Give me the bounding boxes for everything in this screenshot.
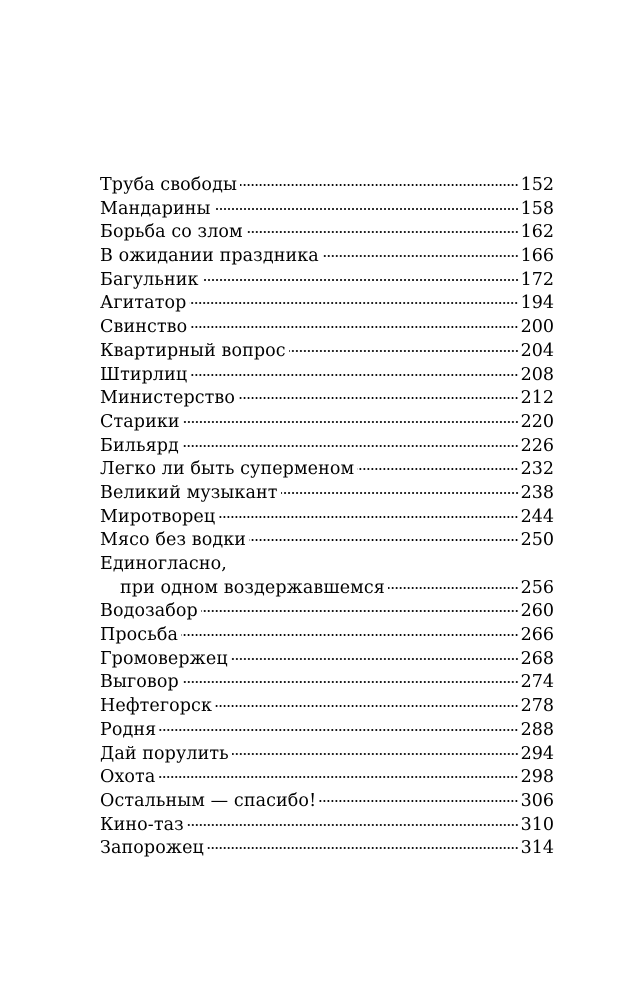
toc-entry	[100, 743, 554, 767]
dot-leader	[322, 255, 519, 257]
toc-entry-title: Кино-таз	[100, 814, 184, 835]
dot-leader	[218, 516, 518, 518]
table-of-contents	[100, 174, 554, 861]
toc-entry-title: Дай порулить	[100, 743, 229, 764]
toc-entry-page: 274	[520, 672, 554, 693]
toc-entry-page: 314	[520, 838, 554, 859]
toc-entry-page: 200	[520, 317, 554, 338]
toc-entry-title: Труба свободы	[100, 175, 237, 195]
toc-entry-title: Старики	[100, 411, 180, 432]
dot-leader	[281, 492, 519, 494]
dot-leader	[289, 350, 519, 352]
toc-entry-page: 268	[520, 648, 554, 669]
dot-leader	[182, 681, 519, 683]
dot-leader	[357, 468, 518, 470]
toc-entry-title: Громовержец	[100, 648, 228, 669]
toc-entry	[100, 174, 554, 198]
dot-leader	[240, 184, 519, 186]
toc-entry-page: 232	[520, 459, 554, 480]
dot-leader	[187, 824, 519, 826]
toc-entry	[100, 671, 554, 695]
dot-leader	[207, 847, 519, 849]
toc-entry-title: при одном воздержавшемся	[120, 577, 385, 598]
toc-entry-title: Выговор	[100, 672, 179, 693]
toc-entry-title: Квартирный вопрос	[100, 340, 286, 361]
toc-entry-page: 226	[520, 435, 554, 456]
toc-entry-page: 310	[520, 814, 554, 835]
dot-leader	[190, 374, 518, 376]
toc-entry-title: Штирлиц	[100, 364, 188, 385]
toc-entry	[100, 316, 554, 340]
toc-entry-title: Багульник	[100, 269, 199, 290]
toc-entry-page: 256	[520, 577, 554, 598]
toc-entry	[100, 624, 554, 648]
dot-leader	[181, 634, 519, 636]
toc-entry	[100, 292, 554, 316]
toc-entry-title: Запорожец	[100, 838, 204, 859]
toc-entry-page: 166	[520, 246, 554, 267]
toc-entry-page: 162	[520, 222, 554, 243]
toc-entry	[100, 529, 554, 553]
toc-entry-page: 158	[520, 198, 554, 219]
toc-entry	[100, 814, 554, 838]
dot-leader	[189, 302, 518, 304]
dot-leader	[249, 539, 519, 541]
toc-entry	[100, 600, 554, 624]
toc-entry-page: 294	[520, 743, 554, 764]
dot-leader	[190, 326, 518, 328]
toc-entry	[100, 387, 554, 411]
toc-entry	[100, 364, 554, 388]
toc-entry	[100, 790, 554, 814]
toc-entry-page: 244	[520, 506, 554, 527]
toc-entry	[100, 506, 554, 530]
toc-entry	[100, 221, 554, 245]
dot-leader	[182, 445, 519, 447]
toc-entry-title: Министерство	[100, 388, 236, 409]
toc-entry-page: 212	[520, 388, 554, 409]
toc-entry	[100, 482, 554, 506]
toc-entry-page: 266	[520, 625, 554, 646]
toc-entry-page: 298	[520, 767, 554, 788]
dot-leader	[201, 610, 519, 612]
toc-entry-page: 172	[520, 269, 554, 290]
toc-entry-page: 238	[520, 482, 554, 503]
dot-leader	[183, 421, 519, 423]
toc-entry	[100, 198, 554, 222]
toc-entry-page: 260	[520, 601, 554, 622]
toc-entry-title: Миротворец	[100, 506, 216, 527]
toc-entry-title: В ожидании праздника	[100, 246, 319, 267]
toc-entry-page: 152	[520, 175, 554, 195]
toc-entry-title: Родня	[100, 719, 157, 740]
toc-entry-title: Легко ли быть суперменом	[100, 459, 355, 480]
toc-entry-page: 194	[520, 293, 554, 314]
toc-entry	[100, 269, 554, 293]
dot-leader	[215, 705, 519, 707]
toc-entry-title: Великий музыкант	[100, 482, 278, 503]
dot-leader	[246, 231, 519, 233]
dot-leader	[231, 658, 519, 660]
toc-entry-title: Просьба	[100, 625, 178, 646]
toc-entry-page: 220	[520, 411, 554, 432]
toc-entry-page: 306	[520, 790, 554, 811]
toc-entry-title: Бильярд	[100, 435, 179, 456]
toc-entry-title: Нефтегорск	[100, 696, 212, 717]
toc-entry	[100, 435, 554, 459]
dot-leader	[232, 753, 519, 755]
toc-entry	[100, 837, 554, 861]
toc-entry-title: Охота	[100, 767, 156, 788]
toc-entry-title: Мандарины	[100, 198, 211, 219]
toc-entry-title: Мясо без водки	[100, 530, 247, 551]
toc-entry	[100, 458, 554, 482]
toc-entry-title: Остальным — спасибо!	[100, 790, 317, 811]
toc-entry-title: Водозабор	[100, 601, 198, 622]
toc-entry	[100, 411, 554, 435]
toc-entry-page: 250	[520, 530, 554, 551]
toc-entry	[100, 340, 554, 364]
dot-leader	[159, 729, 518, 731]
dot-leader	[202, 279, 519, 281]
toc-entry-title: Борьба со злом	[100, 222, 243, 243]
dot-leader	[388, 587, 519, 589]
toc-entry-page: 208	[520, 364, 554, 385]
toc-entry	[100, 553, 554, 577]
toc-entry	[100, 577, 554, 601]
toc-entry	[100, 719, 554, 743]
toc-entry-page: 288	[520, 719, 554, 740]
toc-entry	[100, 695, 554, 719]
toc-entry	[100, 245, 554, 269]
toc-entry	[100, 648, 554, 672]
toc-entry-title: Свинство	[100, 317, 188, 338]
dot-leader	[319, 800, 518, 802]
dot-leader	[238, 397, 519, 399]
dot-leader	[158, 776, 518, 778]
toc-entry-page: 204	[520, 340, 554, 361]
toc-entry-title: Агитатор	[100, 293, 187, 314]
toc-entry	[100, 766, 554, 790]
toc-entry-title: Единогласно,	[100, 554, 227, 574]
dot-leader	[214, 208, 519, 210]
toc-entry-page: 278	[520, 696, 554, 717]
